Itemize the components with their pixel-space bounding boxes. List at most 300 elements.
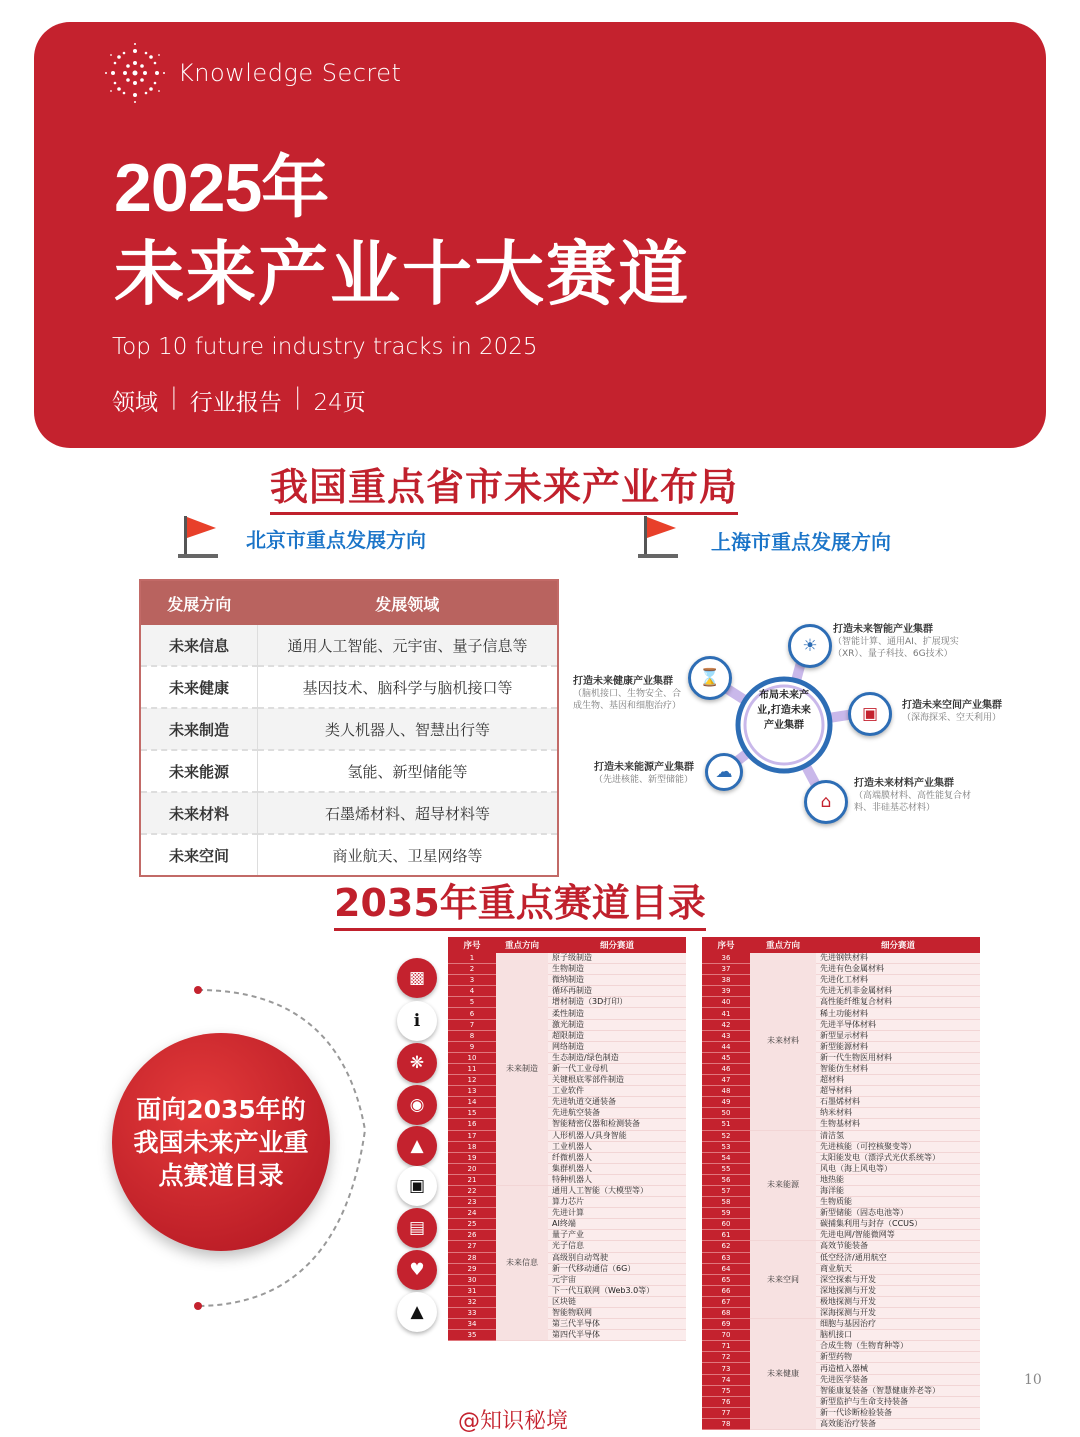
table-row [702,1108,980,1119]
table-row [702,1352,980,1363]
index-cell: 49 [702,1097,750,1108]
table-row [702,1097,980,1108]
track-cell: 石墨烯材料 [816,1097,980,1108]
table-row [448,1208,686,1219]
index-cell: 50 [702,1108,750,1119]
direction-cell: 未来健康 [140,666,258,708]
track-cell: 先进轨道交通装备 [548,1097,686,1108]
track-cell: 新型能源材料 [816,1041,980,1052]
track-cell: 柔性制造 [548,1008,686,1019]
table-row [140,792,558,834]
table-row [702,1330,980,1341]
table-row [702,1041,980,1052]
track-cell: 超限制造 [548,1030,686,1041]
track-cell: 先进有色金属材料 [816,964,980,975]
table-row [140,834,558,876]
track-cell: 先进钢铁材料 [816,953,980,964]
presentation-icon: ▩ [397,958,437,998]
table-row [702,1319,980,1330]
track-cell: 关键根底零部件制造 [548,1075,686,1086]
index-cell: 71 [702,1341,750,1352]
column-header: 序号 [702,937,750,953]
index-cell: 24 [448,1208,496,1219]
table-row [702,1008,980,1019]
table-row [702,1152,980,1163]
table-row [448,1252,686,1263]
track-cell: 新一代移动通信（6G） [548,1263,686,1274]
track-cell: 工业软件 [548,1086,686,1097]
page-number: 10 [1024,1372,1042,1388]
track-cell: 太阳能发电（漂浮式光伏系统等） [816,1152,980,1163]
table-row [702,1185,980,1196]
table-row [448,1219,686,1230]
hero-title: 未来产业十大赛道 [114,233,690,315]
index-cell: 19 [448,1152,496,1163]
column-header: 重点方向 [750,937,816,953]
track-cell: 工业机器人 [548,1141,686,1152]
index-cell: 35 [448,1330,496,1341]
table-row [702,1174,980,1185]
table-row [702,1285,980,1296]
table-row [448,1274,686,1285]
track-cell: 量子产业 [548,1230,686,1241]
cluster-energy [594,762,704,786]
index-cell: 73 [702,1363,750,1374]
track-cell: 高效能治疗装备 [816,1418,980,1429]
table-row [702,1163,980,1174]
index-cell: 45 [702,1052,750,1063]
column-header: 发展领域 [258,580,559,625]
table-row [702,1396,980,1407]
index-cell: 43 [702,1030,750,1041]
track-cell: 新一代生物医用材料 [816,1052,980,1063]
catalog-table-right [702,937,980,1430]
index-cell: 63 [702,1252,750,1263]
table-row [448,1285,686,1296]
track-cell: 智能仿生材料 [816,1063,980,1074]
table-row [702,1385,980,1396]
track-cell: 集群机器人 [548,1163,686,1174]
cluster-title: 打造未来健康产业集群 [573,676,673,687]
index-cell: 31 [448,1285,496,1296]
index-cell: 11 [448,1063,496,1074]
track-cell: 先进化工材料 [816,975,980,986]
cluster-smart [833,624,963,660]
table-row [702,1130,980,1141]
red-flag-icon [636,514,686,560]
track-cell: 清洁氢 [816,1130,980,1141]
table-row [448,1052,686,1063]
track-cell: 通用人工智能（大模型等） [548,1185,686,1196]
table-row [448,1296,686,1307]
shanghai-cluster-diagram [568,620,1018,860]
track-cell: 光子信息 [548,1241,686,1252]
track-cell: 稀土功能材料 [816,1008,980,1019]
table-row [702,986,980,997]
index-cell: 37 [702,964,750,975]
table-row [448,1097,686,1108]
table-row [702,1252,980,1263]
index-cell: 75 [702,1385,750,1396]
index-cell: 70 [702,1330,750,1341]
table-row [702,1208,980,1219]
track-cell: 细胞与基因治疗 [816,1319,980,1330]
track-cell: 纳米材料 [816,1108,980,1119]
column-header: 序号 [448,937,496,953]
track-cell: 先进计算 [548,1208,686,1219]
index-cell: 40 [702,997,750,1008]
cluster-title: 打造未来材料产业集群 [854,778,954,789]
index-cell: 62 [702,1241,750,1252]
meta-separator: | [170,384,178,410]
track-cell: 合成生物（生物育种等） [816,1341,980,1352]
table-row [448,1230,686,1241]
index-cell: 7 [448,1019,496,1030]
table-row [448,1263,686,1274]
index-cell: 33 [448,1308,496,1319]
table-row [702,1296,980,1307]
index-cell: 44 [702,1041,750,1052]
index-cell: 20 [448,1163,496,1174]
table-row [702,964,980,975]
catalog-table-left [448,937,686,1341]
index-cell: 42 [702,1019,750,1030]
cluster-space [902,700,1014,724]
track-cell: 深空探索与开发 [816,1274,980,1285]
track-cell: 风电（海上风电等） [816,1163,980,1174]
house-icon: ⌂ [804,780,848,824]
track-cell: 脑机接口 [816,1330,980,1341]
table-row [140,750,558,792]
direction-cell: 未来制造 [140,708,258,750]
factory-icon: ▣ [397,1166,437,1206]
index-cell: 58 [702,1197,750,1208]
info-icon: ℹ [397,1001,437,1041]
index-cell: 59 [702,1208,750,1219]
table-row [448,1086,686,1097]
table-row [702,1241,980,1252]
meta-pages: 24页 [313,390,366,416]
index-cell: 72 [702,1352,750,1363]
table-row [702,1052,980,1063]
cluster-health [573,676,685,712]
table-row [448,1197,686,1208]
track-cell: 先进核能（可控核聚变等） [816,1141,980,1152]
index-cell: 18 [448,1141,496,1152]
table-row [702,975,980,986]
table-row [448,1163,686,1174]
track-cell: 新型显示材料 [816,1030,980,1041]
table-row [448,1308,686,1319]
track-cell: 超材料 [816,1075,980,1086]
meta-separator: | [293,384,302,410]
field-cell: 基因技术、脑科学与脑机接口等 [258,666,559,708]
direction-cell: 未来材料 [140,792,258,834]
track-cell: 低空经济/通用航空 [816,1252,980,1263]
red-flag-icon [176,514,226,560]
track-cell: 网络制造 [548,1041,686,1052]
table-row [448,975,686,986]
heart-pulse-icon: ♥ [397,1250,437,1290]
track-cell: 元宇宙 [548,1274,686,1285]
track-cell: 高性能纤维复合材料 [816,997,980,1008]
index-cell: 5 [448,997,496,1008]
index-cell: 21 [448,1174,496,1185]
table-row [448,1141,686,1152]
cluster-desc: （脑机接口、生物安全、合成生物、基因和细胞治疗） [573,689,682,711]
table-row [448,1063,686,1074]
table-row [448,1130,686,1141]
track-cell: 生物基材料 [816,1119,980,1130]
hourglass-icon: ⌛ [688,656,732,700]
track-cell: 增材制造（3D打印） [548,997,686,1008]
track-cell: 生物质能 [816,1197,980,1208]
index-cell: 68 [702,1308,750,1319]
cluster-desc: （先进核能、新型储能） [594,775,694,785]
direction-cell: 未来能源 [750,1130,816,1241]
track-cell: 先进无机非金属材料 [816,986,980,997]
index-cell: 26 [448,1230,496,1241]
table-row [448,1030,686,1041]
index-cell: 47 [702,1075,750,1086]
table-row [702,1418,980,1429]
table-row [448,1041,686,1052]
index-cell: 25 [448,1219,496,1230]
index-cell: 61 [702,1230,750,1241]
field-cell: 石墨烯材料、超导材料等 [258,792,559,834]
table-row [448,964,686,975]
index-cell: 28 [448,1252,496,1263]
network-icon: ❋ [397,1043,437,1083]
table-row [702,1119,980,1130]
table-row [448,1185,686,1196]
table-row [702,1308,980,1319]
table-row [702,1230,980,1241]
track-cell: 碳捕集利用与封存（CCUS） [816,1219,980,1230]
column-header: 细分赛道 [548,937,686,953]
index-cell: 55 [702,1163,750,1174]
table-row [702,1263,980,1274]
index-cell: 41 [702,1008,750,1019]
table-row [702,1219,980,1230]
index-cell: 46 [702,1063,750,1074]
table-row [448,1241,686,1252]
table-row [702,1141,980,1152]
column-header: 发展方向 [140,580,258,625]
catalog-circle [112,1033,330,1251]
track-cell: 新型监护与生命支持装备 [816,1396,980,1407]
track-cell: 智能康复装备（智慧健康养老等） [816,1385,980,1396]
track-cell: 微纳制造 [548,975,686,986]
track-cell: 新一代诊断检验装备 [816,1407,980,1418]
cluster-center-label: 布局未来产业,打造未来产业集群 [757,690,811,731]
track-cell: 海洋能 [816,1185,980,1196]
index-cell: 39 [702,986,750,997]
index-cell: 9 [448,1041,496,1052]
track-cell: 再造植入器械 [816,1363,980,1374]
index-cell: 30 [448,1274,496,1285]
index-cell: 76 [702,1396,750,1407]
cluster-desc: （高端膜材料、高性能复合材料、非硅基芯材料） [854,791,972,813]
index-cell: 10 [448,1052,496,1063]
track-cell: 智能精密仪器和检测装备 [548,1119,686,1130]
index-cell: 13 [448,1086,496,1097]
table-row [140,666,558,708]
index-cell: 56 [702,1174,750,1185]
track-cell: 纤微机器人 [548,1152,686,1163]
hero-year: 2025年 [114,150,329,226]
index-cell: 36 [702,953,750,964]
index-cell: 16 [448,1119,496,1130]
beijing-heading: 北京市重点发展方向 [246,528,426,552]
table-row [702,1086,980,1097]
track-cell: 区块链 [548,1296,686,1307]
field-cell: 类人机器人、智慧出行等 [258,708,559,750]
track-cell: 算力芯片 [548,1197,686,1208]
column-header: 细分赛道 [816,937,980,953]
table-row [702,1197,980,1208]
track-cell: 地热能 [816,1174,980,1185]
section-title-catalog: 2035年重点赛道目录 [334,872,706,927]
index-cell: 22 [448,1185,496,1196]
table-row [702,1075,980,1086]
track-cell: 特种机器人 [548,1174,686,1185]
table-row [140,708,558,750]
table-row [702,1407,980,1418]
track-cell: 循环再制造 [548,986,686,997]
track-cell: 第三代半导体 [548,1319,686,1330]
cloud-icon: ☁ [705,753,743,791]
track-cell: 深海探测与开发 [816,1308,980,1319]
index-cell: 34 [448,1319,496,1330]
watermark: @知识秘境 [458,1409,569,1434]
index-cell: 48 [702,1086,750,1097]
index-cell: 15 [448,1108,496,1119]
index-cell: 65 [702,1274,750,1285]
track-cell: 新一代工业母机 [548,1063,686,1074]
track-cell: 人形机器人/具身智能 [548,1130,686,1141]
chip-icon: ▤ [397,1208,437,1248]
index-cell: 29 [448,1263,496,1274]
brand [104,42,401,104]
hero-meta [112,384,366,417]
shanghai-heading: 上海市重点发展方向 [711,530,891,554]
track-cell: 先进医学装备 [816,1374,980,1385]
index-cell: 3 [448,975,496,986]
table-row [702,1341,980,1352]
table-row [702,1274,980,1285]
index-cell: 66 [702,1285,750,1296]
track-cell: 生物制造 [548,964,686,975]
table-row [448,1330,686,1341]
index-cell: 27 [448,1241,496,1252]
direction-cell: 未来健康 [750,1319,816,1430]
index-cell: 69 [702,1319,750,1330]
track-cell: 高效节能装备 [816,1241,980,1252]
track-cell: 第四代半导体 [548,1330,686,1341]
track-cell: 智能物联网 [548,1308,686,1319]
section-title-layout: 我国重点省市未来产业布局 [270,456,738,511]
table-row [702,953,980,964]
column-header: 重点方向 [496,937,548,953]
direction-cell: 未来制造 [496,953,548,1185]
table-row [448,1119,686,1130]
table-row [702,1030,980,1041]
table-row [448,986,686,997]
direction-cell: 未来材料 [750,953,816,1130]
cluster-desc: （智能计算、通用AI、扩展现实（XR）、量子科技、6G技术） [833,637,959,659]
table-row [448,1152,686,1163]
track-cell: 深地探测与开发 [816,1285,980,1296]
track-cell: 先进航空装备 [548,1108,686,1119]
index-cell: 51 [702,1119,750,1130]
index-cell: 12 [448,1075,496,1086]
dot-sphere-logo-icon [104,42,166,104]
direction-cell: 未来信息 [140,625,258,666]
catalog-circle-label: 面向2035年的我国未来产业重点赛道目录 [133,1094,309,1190]
beijing-table [139,579,559,877]
picture-icon: ▣ [848,692,892,736]
index-cell: 64 [702,1263,750,1274]
table-row [702,1063,980,1074]
track-cell: 下一代互联网（Web3.0等） [548,1285,686,1296]
table-row [448,997,686,1008]
index-cell: 4 [448,986,496,997]
globe-icon: ◉ [397,1085,437,1125]
table-row [702,997,980,1008]
table-row [448,1019,686,1030]
track-cell: 超导材料 [816,1086,980,1097]
hero-banner [34,22,1046,448]
direction-cell: 未来信息 [496,1185,548,1340]
lightbulb-icon: ☀ [788,624,832,668]
hero-subtitle: Top 10 future industry tracks in 2025 [112,334,538,360]
index-cell: 23 [448,1197,496,1208]
track-cell: 高级别自动驾驶 [548,1252,686,1263]
table-row [140,625,558,666]
table-row [448,1174,686,1185]
brand-name: Knowledge Secret [178,59,402,87]
index-cell: 38 [702,975,750,986]
index-cell: 8 [448,1030,496,1041]
index-cell: 60 [702,1219,750,1230]
index-cell: 77 [702,1407,750,1418]
index-cell: 1 [448,953,496,964]
direction-cell: 未来空间 [140,834,258,876]
index-cell: 14 [448,1097,496,1108]
track-cell: AI终端 [548,1219,686,1230]
track-cell: 极地探测与开发 [816,1296,980,1307]
cluster-title: 打造未来智能产业集群 [833,624,933,635]
table-row [448,1108,686,1119]
flame-icon: ▲ [397,1126,437,1166]
track-cell: 生态制造/绿色制造 [548,1052,686,1063]
index-cell: 52 [702,1130,750,1141]
table-row [448,1008,686,1019]
cluster-title: 打造未来空间产业集群 [902,700,1002,711]
meta-domain: 领域 [112,390,158,416]
index-cell: 57 [702,1185,750,1196]
table-row [702,1374,980,1385]
index-cell: 2 [448,964,496,975]
table-row [448,1319,686,1330]
table-row [702,1019,980,1030]
track-cell: 先进电网/智能微网等 [816,1230,980,1241]
table-row [448,953,686,964]
index-cell: 32 [448,1296,496,1307]
direction-cell: 未来空间 [750,1241,816,1319]
track-cell: 新型药物 [816,1352,980,1363]
